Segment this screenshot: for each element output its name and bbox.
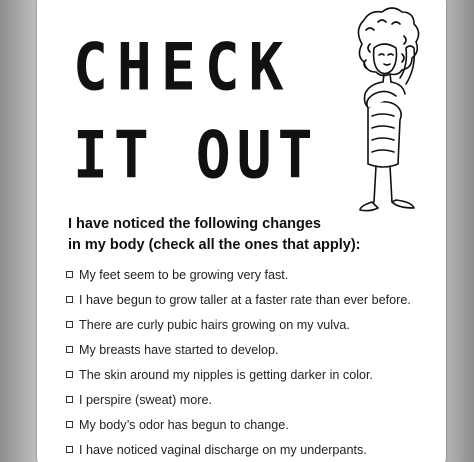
instructions-line-1: I have noticed the following changes bbox=[68, 216, 321, 232]
checklist-item-label: I have begun to grow taller at a faster rate than ever before. bbox=[79, 292, 411, 307]
checklist-item-label: My breasts have started to develop. bbox=[79, 342, 279, 357]
empty-checkbox-icon[interactable] bbox=[66, 371, 73, 378]
title-line-1: CHECK bbox=[73, 29, 293, 106]
checklist-item[interactable] bbox=[66, 262, 446, 287]
title-line-2: IT OUT bbox=[73, 117, 319, 194]
empty-checkbox-icon[interactable] bbox=[66, 421, 73, 428]
body-changes-checklist bbox=[66, 262, 446, 462]
empty-checkbox-icon[interactable] bbox=[66, 396, 73, 403]
checklist-item-label: My body’s odor has begun to change. bbox=[79, 417, 289, 432]
checklist-item[interactable] bbox=[66, 337, 446, 362]
empty-checkbox-icon[interactable] bbox=[66, 446, 73, 453]
checklist-item[interactable] bbox=[66, 287, 446, 312]
empty-checkbox-icon[interactable] bbox=[66, 296, 73, 303]
empty-checkbox-icon[interactable] bbox=[66, 321, 73, 328]
checklist-item-label: My feet seem to be growing very fast. bbox=[79, 267, 289, 282]
instructions bbox=[68, 214, 428, 256]
checklist-item[interactable] bbox=[66, 387, 446, 412]
checklist-item[interactable] bbox=[66, 362, 446, 387]
checklist-item-label: I have noticed vaginal discharge on my underpants. bbox=[79, 442, 367, 457]
checklist-item-label: I perspire (sweat) more. bbox=[79, 392, 212, 407]
checklist-item-label: There are curly pubic hairs growing on my vulva. bbox=[79, 317, 350, 332]
checklist-item-label: The skin around my nipples is getting darker in color. bbox=[79, 367, 374, 382]
checklist-item[interactable] bbox=[66, 412, 446, 437]
empty-checkbox-icon[interactable] bbox=[66, 346, 73, 353]
checklist-item[interactable] bbox=[66, 437, 446, 462]
girl-in-towel-illustration bbox=[342, 4, 430, 218]
empty-checkbox-icon[interactable] bbox=[66, 271, 73, 278]
instructions-line-2: in my body (check all the ones that apply): bbox=[68, 237, 361, 253]
checklist-item[interactable] bbox=[66, 312, 446, 337]
